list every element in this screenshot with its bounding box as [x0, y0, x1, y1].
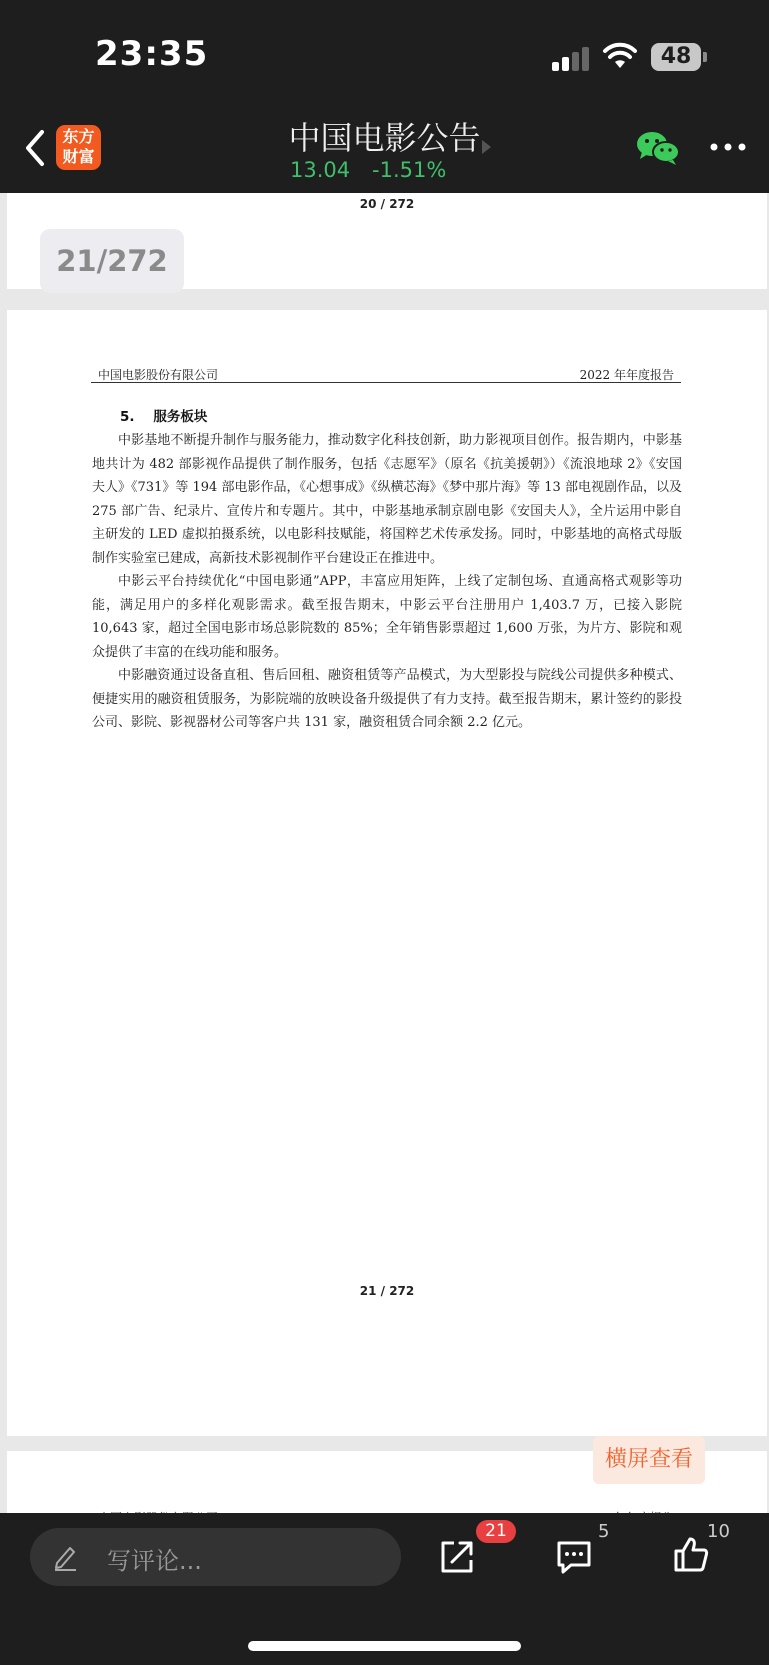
stock-change: -1.51%	[372, 158, 447, 182]
header-company: 中国电影股份有限公司	[98, 368, 219, 382]
battery-tip	[703, 52, 707, 62]
share-icon[interactable]	[438, 1538, 476, 1576]
status-bar	[0, 0, 769, 100]
share-count-badge: 21	[476, 1520, 516, 1543]
expand-arrow-icon[interactable]	[482, 140, 491, 154]
app-logo[interactable]	[56, 125, 101, 170]
paragraph: 中影云平台持续优化“中国电影通”APP，丰富应用矩阵，上线了定制包场、直通高格式观影等功能，满足用户的多样化观影需求。截至报告期末，中影云平台注册用户 1,403.7 万，已接入影院 10,643 家，超过全国电影市场总影院数的 85%；全年销售影票超过 1,600 万张，为片方、影院和观众提供了丰富的在线功能和服务。	[92, 574, 682, 660]
page-number: 21 / 272	[359, 1284, 415, 1298]
pencil-icon	[52, 1543, 78, 1571]
comment-count: 5	[598, 1521, 610, 1542]
previous-page-number: 20 / 272	[359, 197, 415, 211]
app-logo-line1: 东方	[62, 127, 95, 146]
header-report: 2022 年年度报告	[579, 368, 674, 382]
comment-placeholder: 写评论...	[107, 1547, 202, 1575]
pdf-viewer[interactable]	[0, 193, 769, 1513]
wechat-share-icon[interactable]	[636, 130, 680, 166]
like-count: 10	[707, 1521, 730, 1542]
page-indicator: 21/272	[40, 229, 184, 293]
battery-icon	[651, 43, 701, 71]
comment-input[interactable]	[30, 1528, 401, 1586]
more-icon[interactable]	[708, 135, 748, 159]
app-logo-line2: 财富	[62, 147, 95, 166]
page-title: 中国电影公告	[288, 119, 481, 157]
back-chevron-icon[interactable]	[20, 128, 50, 168]
section-body	[92, 429, 682, 735]
cellular-signal-icon	[552, 47, 592, 71]
status-time: 23:35	[95, 34, 209, 74]
paragraph: 中影融资通过设备直租、售后回租、融资租赁等产品模式，为大型影投与院线公司提供多种模式、便捷实用的融资租赁服务，为影院端的放映设备升级提供了有力支持。截至报告期末，累计签约的影投公司、影院、影视器材公司等客户共 131 家，融资租赁合同余额 2.2 亿元。	[92, 668, 682, 730]
landscape-view-button[interactable]: 横屏查看	[593, 1436, 705, 1484]
home-indicator[interactable]	[248, 1641, 521, 1651]
battery-level: 48	[660, 44, 692, 69]
comment-icon[interactable]	[555, 1539, 593, 1575]
thumbs-up-icon[interactable]	[672, 1535, 710, 1573]
document-page	[7, 310, 767, 1436]
wifi-icon	[603, 42, 637, 70]
section-title: 5. 服务板块	[120, 409, 208, 425]
paragraph: 中影基地不断提升制作与服务能力，推动数字化科技创新，助力影视项目创作。报告期内，中影基地共计为 482 部影视作品提供了制作服务，包括《志愿军》（原名《抗美援朝》）《流浪地球 2》《安国夫人》《731》等 194 部电影作品，《心想事成》《纵横芯海》《梦中那片海》等 13 部电视剧作品，以及 275 部广告、纪录片、宣传片和专题片。其中，中影基地承制京剧电影《安国夫人》，全片运用中影自主研发的 LED 虚拟拍摄系统，以电影科技赋能，将国粹艺术传承发扬。同时，中影基地的高格式母版制作实验室已建成，高新技术影视制作平台建设正在推进中。	[92, 433, 682, 566]
page-header	[91, 366, 681, 383]
stock-price: 13.04	[290, 158, 351, 182]
